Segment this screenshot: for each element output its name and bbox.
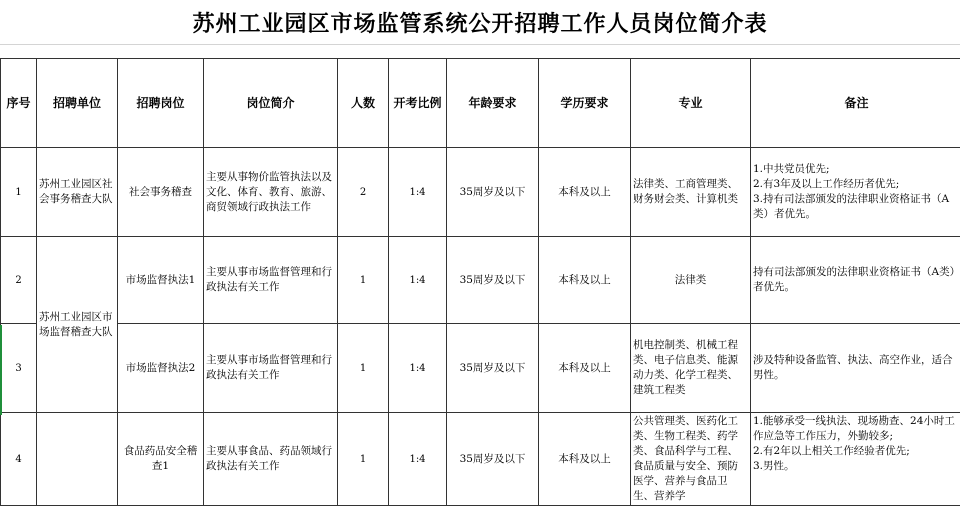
cell-edu[interactable]: 本科及以上	[539, 237, 631, 324]
cell-post[interactable]: 市场监督执法2	[118, 324, 204, 413]
cell-count[interactable]: 1	[338, 237, 389, 324]
cell-major[interactable]: 公共管理类、医药化工类、生物工程类、药学类、食品科学与工程、食品质量与安全、预防医学、营养与食品卫生、营养学	[631, 413, 751, 506]
cell-unit-merged[interactable]: 苏州工业园区市场监督稽查大队	[37, 237, 118, 413]
header-ratio[interactable]: 开考比例	[389, 59, 447, 148]
cell-post[interactable]: 市场监督执法1	[118, 237, 204, 324]
cell-seq[interactable]: 4	[1, 413, 37, 506]
header-seq[interactable]: 序号	[1, 59, 37, 148]
table-row	[1, 148, 960, 237]
cell-count[interactable]: 1	[338, 324, 389, 413]
positions-table	[0, 58, 960, 506]
selection-edge-marker	[0, 325, 2, 415]
header-edu[interactable]: 学历要求	[539, 59, 631, 148]
cell-ratio[interactable]: 1:4	[389, 237, 447, 324]
cell-age[interactable]: 35周岁及以下	[447, 148, 539, 237]
cell-ratio[interactable]: 1:4	[389, 324, 447, 413]
header-desc[interactable]: 岗位简介	[204, 59, 338, 148]
cell-edu[interactable]: 本科及以上	[539, 324, 631, 413]
cell-desc[interactable]: 主要从事物价监管执法以及文化、体育、教育、旅游、商贸领域行政执法工作	[204, 148, 338, 237]
header-age[interactable]: 年龄要求	[447, 59, 539, 148]
cell-note[interactable]: 1.能够承受一线执法、现场勘查、24小时工作应急等工作压力，外勤较多; 2.有2年以上相关工作经验者优先; 3.男性。	[751, 413, 960, 506]
cell-note[interactable]: 1.中共党员优先; 2.有3年及以上工作经历者优先; 3.持有司法部颁发的法律职业资格证书（A类）者优先。	[751, 148, 960, 237]
cell-post[interactable]: 社会事务稽查	[118, 148, 204, 237]
cell-edu[interactable]: 本科及以上	[539, 413, 631, 506]
header-unit[interactable]: 招聘单位	[37, 59, 118, 148]
cell-unit[interactable]	[37, 413, 118, 506]
cell-seq[interactable]: 1	[1, 148, 37, 237]
table-row	[1, 413, 960, 506]
blank-row	[0, 44, 960, 59]
cell-ratio[interactable]: 1:4	[389, 148, 447, 237]
header-row	[1, 59, 960, 148]
cell-age[interactable]: 35周岁及以下	[447, 324, 539, 413]
cell-age[interactable]: 35周岁及以下	[447, 237, 539, 324]
cell-age[interactable]: 35周岁及以下	[447, 413, 539, 506]
cell-major[interactable]: 法律类	[631, 237, 751, 324]
cell-unit[interactable]: 苏州工业园区社会事务稽查大队	[37, 148, 118, 237]
cell-seq[interactable]: 3	[1, 324, 37, 413]
cell-count[interactable]: 1	[338, 413, 389, 506]
table-row	[1, 237, 960, 324]
page-title: 苏州工业园区市场监管系统公开招聘工作人员岗位简介表	[0, 0, 960, 44]
cell-desc[interactable]: 主要从事食品、药品领域行政执法有关工作	[204, 413, 338, 506]
cell-desc[interactable]: 主要从事市场监督管理和行政执法有关工作	[204, 237, 338, 324]
header-note[interactable]: 备注	[751, 59, 960, 148]
cell-major[interactable]: 法律类、工商管理类、财务财会类、计算机类	[631, 148, 751, 237]
cell-major[interactable]: 机电控制类、机械工程类、电子信息类、能源动力类、化学工程类、建筑工程类	[631, 324, 751, 413]
cell-seq[interactable]: 2	[1, 237, 37, 324]
cell-edu[interactable]: 本科及以上	[539, 148, 631, 237]
cell-post[interactable]: 食品药品安全稽查1	[118, 413, 204, 506]
cell-ratio[interactable]: 1:4	[389, 413, 447, 506]
cell-desc[interactable]: 主要从事市场监督管理和行政执法有关工作	[204, 324, 338, 413]
header-post[interactable]: 招聘岗位	[118, 59, 204, 148]
cell-count[interactable]: 2	[338, 148, 389, 237]
cell-note[interactable]: 持有司法部颁发的法律职业资格证书（A类）者优先。	[751, 237, 960, 324]
header-major[interactable]: 专业	[631, 59, 751, 148]
table-row	[1, 324, 960, 413]
cell-note[interactable]: 涉及特种设备监管、执法、高空作业，适合男性。	[751, 324, 960, 413]
header-count[interactable]: 人数	[338, 59, 389, 148]
